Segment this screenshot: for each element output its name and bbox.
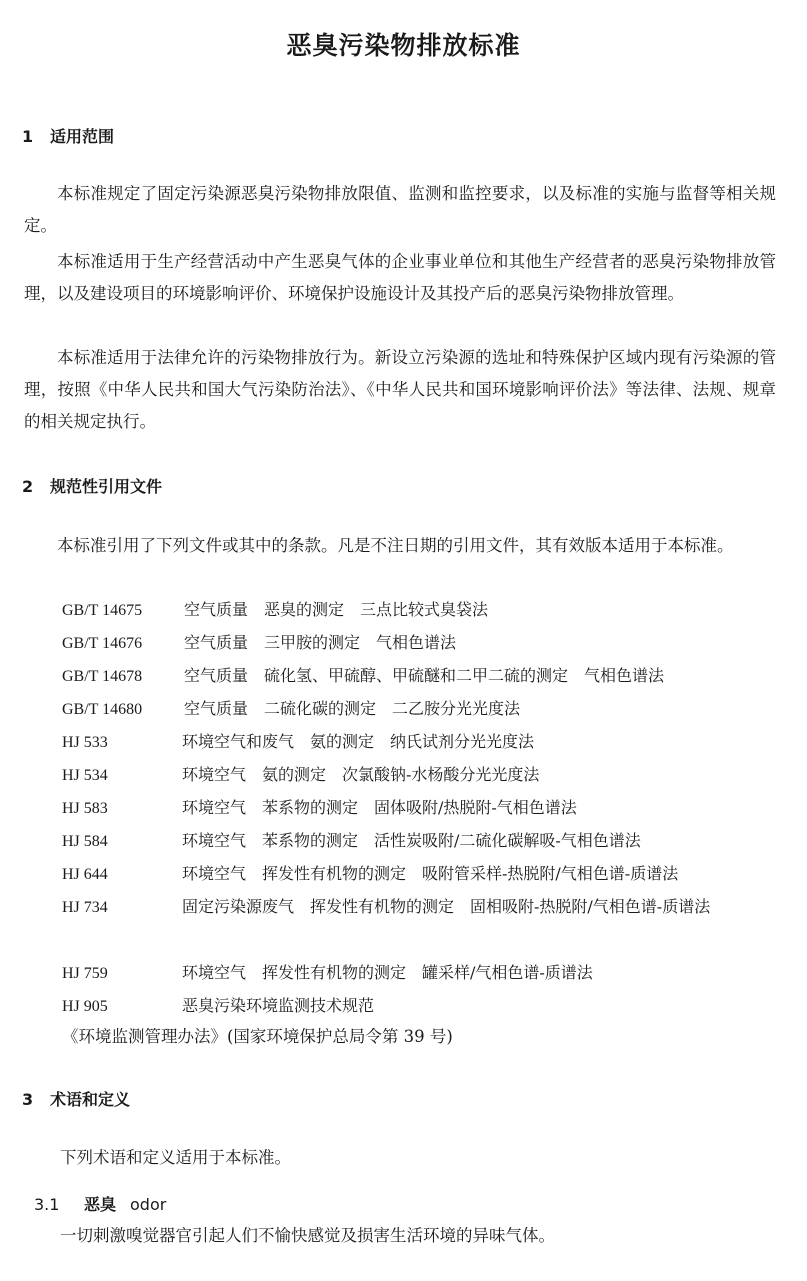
section-2-title: 规范性引用文件 [50, 477, 163, 496]
reference-code: HJ 534 [62, 767, 108, 784]
reference-code: HJ 759 [62, 965, 108, 982]
section-3-title: 术语和定义 [50, 1090, 131, 1109]
section-3-intro: 下列术语和定义适用于本标准。 [60, 1148, 291, 1167]
section-1-paragraph-3: 本标准适用于法律允许的污染物排放行为。新设立污染源的选址和特殊保护区域内现有污染源的管理，按照《中华人民共和国大气污染防治法》、《中华人民共和国环境影响评价法》等法律、法规、规章的相关规定执行。 [24, 348, 776, 431]
reference-title: 环境空气和废气 氨的测定 纳氏试剂分光光度法 [182, 732, 535, 751]
section-1-title: 适用范围 [50, 127, 115, 146]
section-2-intro: 本标准引用了下列文件或其中的条款。凡是不注日期的引用文件，其有效版本适用于本标准。 [57, 536, 734, 555]
term-definition: 一切刺激嗅觉器官引起人们不愉快感觉及损害生活环境的异味气体。 [60, 1226, 555, 1245]
reference-item [62, 759, 782, 792]
reference-title: 空气质量 三甲胺的测定 气相色谱法 [184, 633, 457, 652]
reference-code: HJ 905 [62, 998, 108, 1015]
reference-title: 空气质量 硫化氢、甲硫醇、甲硫醚和二甲二硫的测定 气相色谱法 [184, 666, 665, 685]
reference-code: GB/T 14678 [62, 668, 143, 685]
section-2-heading [22, 474, 162, 497]
section-1-heading [22, 124, 114, 147]
reference-item [62, 792, 782, 825]
page-title: 恶臭污染物排放标准 [286, 31, 521, 60]
reference-title: 环境空气 苯系物的测定 活性炭吸附/二硫化碳解吸-气相色谱法 [182, 831, 641, 850]
reference-item [62, 825, 782, 858]
reference-title: 环境空气 挥发性有机物的测定 罐采样/气相色谱-质谱法 [182, 963, 593, 982]
reference-item [62, 957, 782, 990]
term-heading [34, 1192, 166, 1215]
reference-code: GB/T 14680 [62, 701, 143, 718]
reference-code: GB/T 14675 [62, 602, 143, 619]
reference-title: 空气质量 二硫化碳的测定 二乙胺分光光度法 [184, 699, 521, 718]
reference-title: 空气质量 恶臭的测定 三点比较式臭袋法 [184, 600, 489, 619]
reference-code: HJ 734 [62, 899, 108, 916]
reference-code: HJ 583 [62, 800, 108, 817]
reference-item [62, 858, 782, 891]
term-chinese: 恶臭 [84, 1195, 117, 1214]
reference-title: 固定污染源废气 挥发性有机物的测定 固相吸附-热脱附/气相色谱-质谱法 [182, 897, 711, 916]
section-1-paragraph-1: 本标准规定了固定污染源恶臭污染物排放限值、监测和监控要求，以及标准的实施与监督等相关规定。 [24, 184, 776, 235]
reference-item [62, 594, 782, 627]
reference-title: 恶臭污染环境监测技术规范 [182, 996, 375, 1015]
reference-code: HJ 533 [62, 734, 108, 751]
term-english: odor [130, 1195, 167, 1214]
section-1-paragraph-2: 本标准适用于生产经营活动中产生恶臭气体的企业事业单位和其他生产经营者的恶臭污染物排放管理，以及建设项目的环境影响评价、环境保护设施设计及其投产后的恶臭污染物排放管理。 [24, 252, 776, 303]
reference-item [62, 660, 782, 693]
section-3-number: 3 [22, 1090, 34, 1109]
reference-item [62, 726, 782, 759]
reference-extra: 《环境监测管理办法》(国家环境保护总局令第 39 号) [62, 1027, 453, 1046]
reference-title: 环境空气 挥发性有机物的测定 吸附管采样-热脱附/气相色谱-质谱法 [182, 864, 679, 883]
reference-title: 环境空气 苯系物的测定 固体吸附/热脱附-气相色谱法 [182, 798, 577, 817]
section-2-number: 2 [22, 477, 34, 496]
reference-code: HJ 644 [62, 866, 108, 883]
reference-item [62, 627, 782, 660]
section-3-heading [22, 1087, 130, 1110]
section-1-number: 1 [22, 127, 34, 146]
reference-item [62, 891, 780, 924]
reference-item [62, 990, 782, 1023]
reference-title: 环境空气 氨的测定 次氯酸钠-水杨酸分光光度法 [182, 765, 540, 784]
reference-item [62, 693, 782, 726]
reference-code: HJ 584 [62, 833, 108, 850]
reference-code: GB/T 14676 [62, 635, 143, 652]
term-number: 3.1 [34, 1195, 60, 1214]
